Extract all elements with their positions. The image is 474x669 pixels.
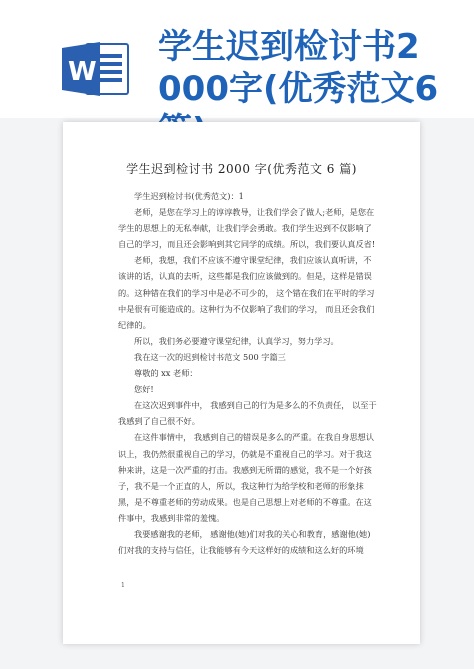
paragraph: 老师，是您在学习上的谆谆教导，让我们学会了做人;老师，是您在学生的思想上的无私奉献，让我们学会勇敢。我们学生迟到不仅影响了自己的学习，而且还会影响到其它同学的成绩。所以，我们要认真反省!: [118, 207, 376, 250]
word-document-icon: [60, 40, 132, 98]
paragraph: 所以，我们务必要遵守课堂纪律，认真学习，努力学习。: [134, 335, 339, 346]
title-line-2: 000字(优秀范文6: [158, 69, 439, 109]
document-body: [118, 188, 378, 558]
document-title: 学生迟到检讨书 2000 字(优秀范文 6 篇): [126, 162, 357, 176]
paragraph: 我要感谢我的老师， 感谢他(她)们对我的关心和教育，感谢他(她)们对我的支持与信任，让我能够有今天这样好的成绩和这么好的环境: [118, 528, 371, 556]
paragraph: 在这次迟到事件中， 我感到自己的行为是多么的不负责任， 以至于我感到了自己很不好。: [118, 400, 377, 427]
word-icon-letter: W: [68, 57, 97, 87]
paragraph: 我在这一次的迟到检讨书范文 500 字篇三: [134, 351, 286, 362]
title-line-1: 学生迟到检讨书2: [158, 27, 420, 67]
document-page: [63, 122, 420, 644]
banner-header: [0, 0, 474, 118]
paragraph: 学生迟到检讨书(优秀范文)：1: [134, 191, 244, 201]
paragraph: 老师，我想，我们不应该不遵守课堂纪律，我们应该认真听讲，不该讲的话，认真的去听，这些都是我们应该做到的。但是，这样是错误的。这种错在我们的学习中是必不可少的， 这个错在我们在平时的学习中是很有可能造成的。这种行为不仅影响了我们的学习， 而且还会我们纪律的。: [118, 255, 375, 330]
paragraph: 尊敬的 xx 老师：: [134, 368, 198, 379]
page-number: 1: [121, 582, 125, 589]
paragraph: 您好!: [134, 384, 154, 395]
paragraph: 在这件事情中， 我感到自己的错误是多么的严重。在我自身思想认识上，我仍然很重视自己的学习，仍就是不重视自己的学习。对于我这种来讲，这是一次严重的打击。我感到无所谓的感觉，我不是一个好孩子，我不是一个正直的人，所以，我这种行为给学校和老师的形象抹黑，是不尊重老师的劳动成果。也是自己思想上对老师的不尊重。在这件事中，我感到非常的羞愧。: [118, 432, 375, 523]
